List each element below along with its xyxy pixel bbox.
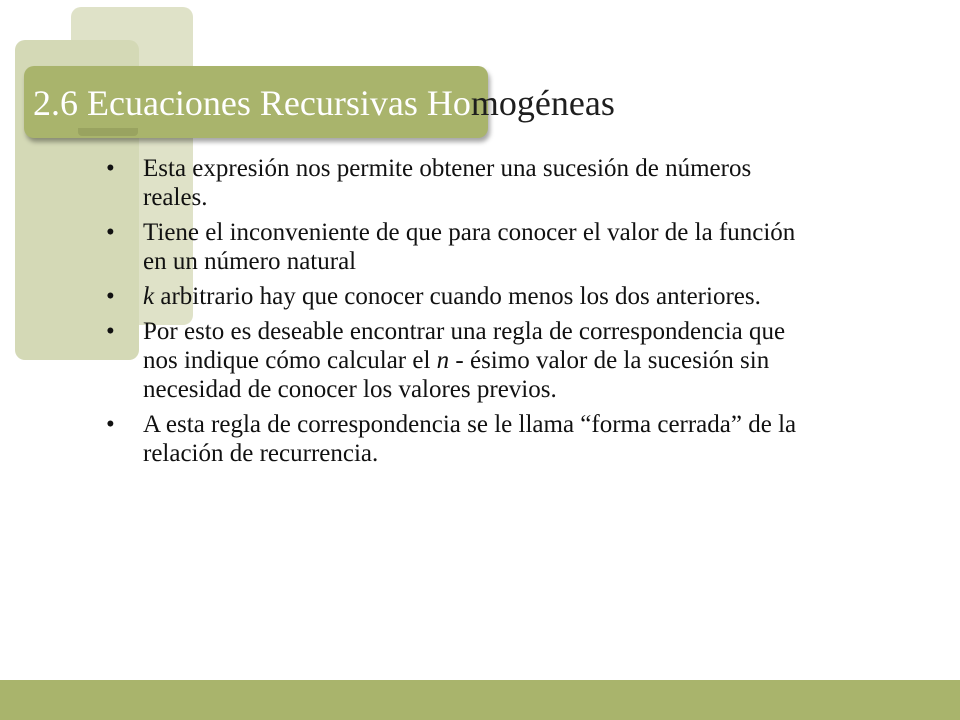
- slide-title: [33, 83, 615, 123]
- bullet-icon: •: [106, 219, 115, 246]
- bullet-text: A esta regla de correspondencia se le llama “forma cerrada” de la relación de recurrencia.: [143, 411, 797, 467]
- bullet-item-1: [100, 154, 820, 212]
- bullet-text: arbitrario hay que conocer cuando menos los dos anteriores.: [154, 283, 761, 310]
- bullet-item-2: [100, 218, 820, 276]
- bullet-item-3: [100, 282, 820, 311]
- slide-title-part1: 2.6 Ecuaciones Recursivas Ho: [33, 83, 471, 123]
- bullet-icon: •: [106, 411, 115, 438]
- bullet-icon: •: [106, 283, 115, 310]
- bullet-item-5: [100, 410, 820, 468]
- bullet-italic-variable: k: [143, 283, 155, 310]
- bullet-icon: •: [106, 318, 115, 345]
- bullet-text: Tiene el inconveniente de que para conocer el valor de la función en un número natural: [143, 219, 796, 275]
- footer-bar: [0, 680, 960, 720]
- bullet-text-after: - ésimo valor de la sucesión sin necesidad de conocer los valores previos.: [143, 347, 770, 403]
- bullet-item-4: [100, 317, 820, 404]
- bullet-text: Esta expresión nos permite obtener una sucesión de números reales.: [143, 155, 752, 211]
- title-bar-shadow-tab: [78, 128, 138, 136]
- bullet-italic-variable: n: [436, 347, 450, 374]
- bullet-icon: •: [106, 155, 115, 182]
- bullet-list: [100, 154, 820, 474]
- slide-title-part2: mogéneas: [470, 83, 615, 123]
- bullet-text: Por esto es deseable encontrar una regla de correspondencia que nos indique cómo calcular el: [143, 318, 786, 374]
